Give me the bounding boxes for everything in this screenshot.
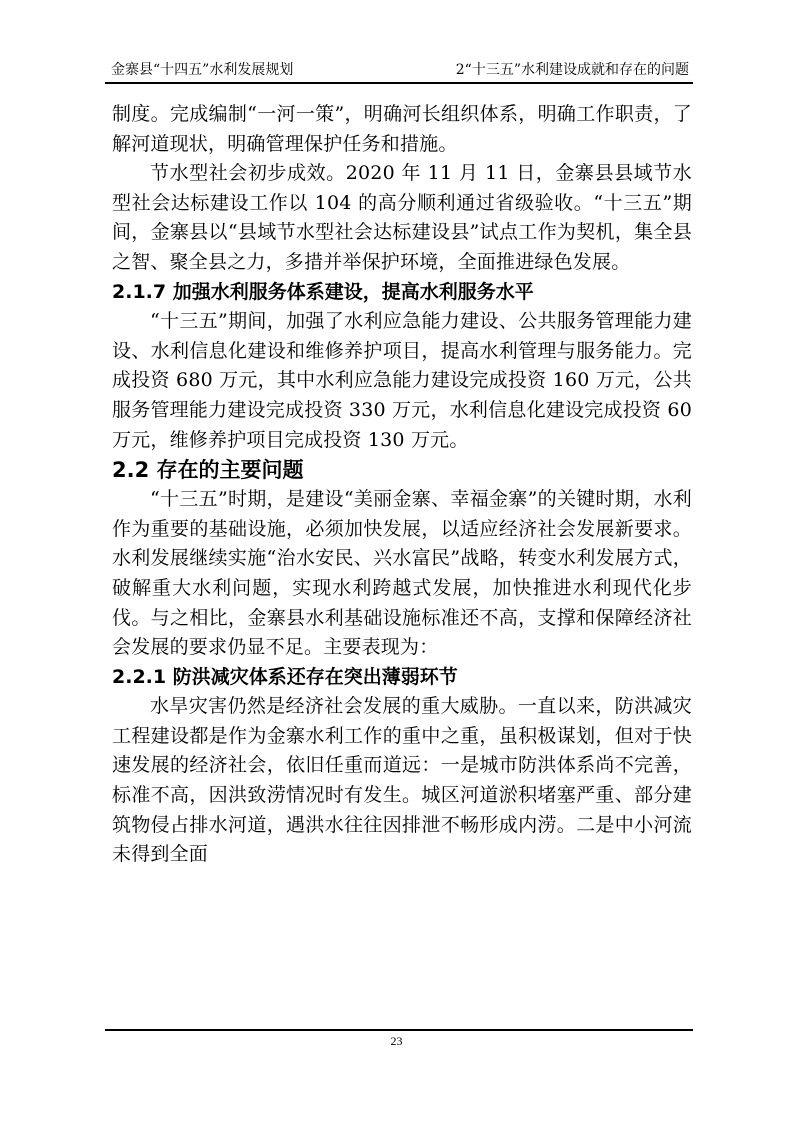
running-header: [105, 58, 693, 84]
paragraph-continued: 制度。完成编制“一河一策”，明确河长组织体系，明确工作职责，了解河道现状，明确管理保护任务和措施。: [112, 103, 692, 155]
paragraph-main-problems: “十三五”时期，是建设“美丽金寨、幸福金寨”的关键时期，水利作为重要的基础设施，必须加快发展，以适应经济社会发展新要求。水利发展继续实施“治水安民、兴水富民”战略，转变水利发展方式，破解重大水利问题，实现水利跨越式发展，加快推进水利现代化步伐。与之相比，金寨县水利基础设施标准还不高，支撑和保障经济社会发展的要求仍显不足。主要表现为：: [112, 488, 692, 659]
section-heading-2-2-1: 2.2.1 防洪减灾体系还存在突出薄弱环节: [112, 665, 458, 688]
footer-rule: [105, 1029, 693, 1031]
page-number: 23: [390, 1034, 403, 1048]
paragraph-water-saving: 节水型社会初步成效。2020 年 11 月 11 日，金寨县县域节水型社会达标建设工作以 104 的高分顺利通过省级验收。“十三五”期间，金寨县以“县域节水型社会达标建设县”试点工作为契机，集全县之智、聚全县之力，多措并举保护环境，全面推进绿色发展。: [112, 162, 692, 273]
page-body: [112, 100, 692, 870]
header-document-title: 金寨县“十四五”水利发展规划: [111, 62, 294, 78]
paragraph-service-system: “十三五”期间，加强了水利应急能力建设、公共服务管理能力建设、水利信息化建设和维修养护项目，提高水利管理与服务能力。完成投资 680 万元，其中水利应急能力建设完成投资 160 万元，公共服务管理能力建设完成投资 330 万元，水利信息化建设完成投资 60 万元，维修养护项目完成投资 130 万元。: [112, 310, 692, 451]
section-heading-2-2: 2.2 存在的主要问题: [112, 458, 304, 483]
paragraph-flood-control: 水旱灾害仍然是经济社会发展的重大威胁。一直以来，防洪减灾工程建设都是作为金寨水利工作的重中之重，虽积极谋划，但对于快速发展的经济社会，依旧任重而道远：一是城市防洪体系尚不完善，标准不高，因洪致涝情况时有发生。城区河道淤积堵塞严重、部分建筑物侵占排水河道，遇洪水往往因排泄不畅形成内涝。二是中小河流未得到全面: [112, 695, 692, 866]
section-heading-2-1-7: 2.1.7 加强水利服务体系建设，提高水利服务水平: [112, 280, 534, 303]
header-chapter-title: 2“十三五”水利建设成就和存在的问题: [455, 62, 689, 78]
